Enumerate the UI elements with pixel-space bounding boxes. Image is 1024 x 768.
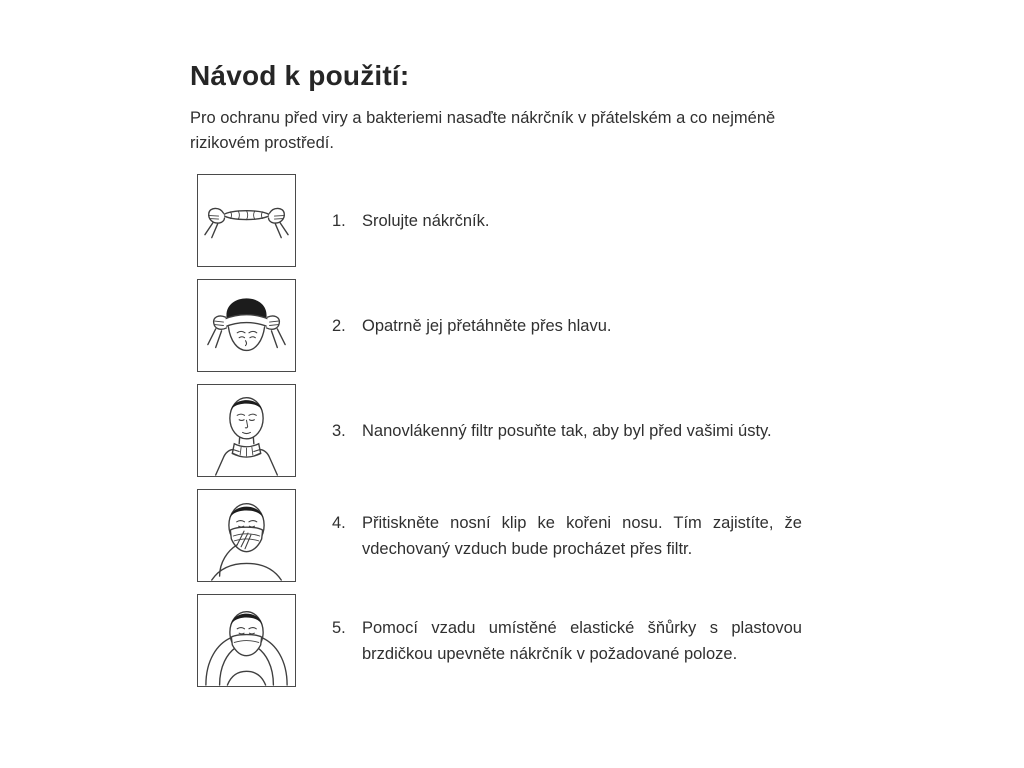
- pulling-gaiter-over-head-icon: [198, 280, 295, 371]
- step-row-1: [197, 174, 817, 267]
- step-number: 3.: [332, 421, 346, 440]
- step3-illustration-box: [197, 384, 296, 477]
- intro-text: Pro ochranu před viry a bakteriemi nasaďte nákrčník v přátelském a co nejméně rizikovém prostředí.: [190, 109, 776, 152]
- step-number: 1.: [332, 211, 346, 230]
- pressing-nose-clip-icon: [198, 490, 295, 581]
- steps-list: [197, 174, 817, 699]
- adjusting-filter-over-mouth-icon: [198, 385, 295, 476]
- step1-illustration-box: [197, 174, 296, 267]
- step5-illustration-box: [197, 594, 296, 687]
- step-text: Srolujte nákrčník.: [362, 211, 490, 230]
- step-row-4: [197, 489, 817, 582]
- step2-illustration-box: [197, 279, 296, 372]
- step-text: Nanovlákenný filtr posuňte tak, aby byl před vašimi ústy.: [362, 421, 772, 440]
- step-row-3: [197, 384, 817, 477]
- step-row-2: [197, 279, 817, 372]
- step-row-5: [197, 594, 817, 687]
- hands-stretching-rolled-gaiter-icon: [198, 175, 295, 266]
- step-text: Pomocí vzadu umístěné elastické šňůrky s plastovou brzdičkou upevněte nákrčník v požadované poloze.: [362, 618, 802, 663]
- step4-illustration-box: [197, 489, 296, 582]
- step-number: 4.: [332, 513, 346, 532]
- step-number: 5.: [332, 618, 346, 637]
- step-number: 2.: [332, 316, 346, 335]
- step-text: Opatrně jej přetáhněte přes hlavu.: [362, 316, 612, 335]
- page-title: Návod k použití:: [190, 60, 410, 91]
- tightening-elastic-cord-behind-head-icon: [198, 595, 295, 686]
- step-text: Přitiskněte nosní klip ke kořeni nosu. Tím zajistíte, že vdechovaný vzduch bude procházet přes filtr.: [362, 513, 802, 558]
